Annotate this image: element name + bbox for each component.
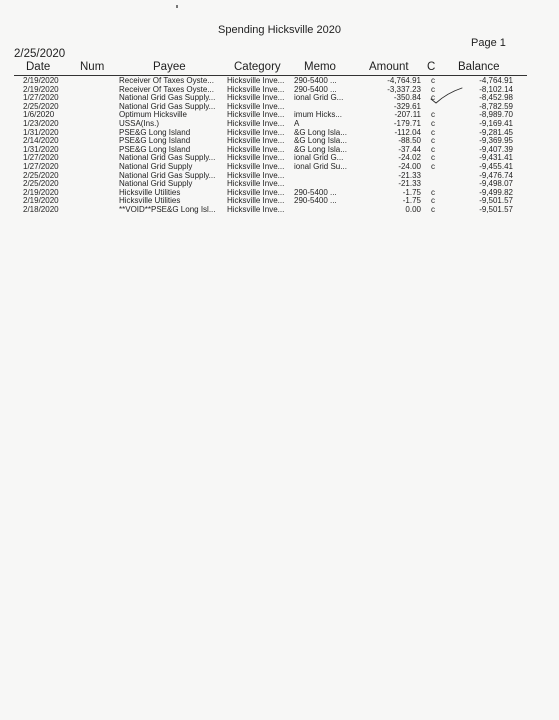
table-row [0, 146, 559, 155]
row-payee: National Grid Supply [119, 180, 193, 189]
row-category: Hicksville Inve... [227, 180, 285, 189]
table-row [0, 86, 559, 95]
checkmark-icon [429, 84, 465, 105]
row-amount: -21.33 [398, 179, 421, 189]
row-date: 2/25/2020 [23, 179, 59, 189]
row-amount: -350.84 [393, 93, 421, 103]
row-memo: &G Long Isla... [294, 128, 347, 137]
row-amount: -4,764.91 [387, 76, 421, 85]
row-memo: A [294, 119, 300, 128]
table-row [0, 154, 559, 163]
row-balance: -9,455.41 [479, 161, 513, 171]
row-category: Hicksville Inve... [227, 188, 285, 197]
row-amount: -329.61 [393, 101, 421, 111]
row-payee: Receiver Of Taxes Oyste... [119, 85, 214, 94]
row-category: Hicksville Inve... [227, 162, 285, 171]
table-row [0, 180, 559, 189]
row-balance: -9,501.57 [479, 196, 513, 206]
row-payee: National Grid Gas Supply... [119, 171, 216, 180]
header-rule [14, 75, 527, 76]
row-cleared: c [431, 127, 435, 137]
column-header-category: Category [234, 61, 281, 73]
row-amount: -1.75 [402, 196, 421, 206]
page-number: Page 1 [471, 37, 506, 49]
row-cleared: c [431, 84, 435, 94]
row-memo: 290-5400 ... [294, 85, 337, 94]
row-date: 2/19/2020 [23, 76, 59, 85]
row-category: Hicksville Inve... [227, 145, 285, 154]
row-payee: National Grid Gas Supply... [119, 102, 216, 111]
row-category: Hicksville Inve... [227, 205, 285, 214]
table-row [0, 197, 559, 206]
row-memo: &G Long Isla... [294, 137, 347, 146]
table-row [0, 120, 559, 129]
row-date: 1/31/2020 [23, 144, 59, 154]
row-cleared: c [431, 93, 435, 103]
row-amount: -1.75 [402, 187, 421, 197]
row-date: 1/23/2020 [23, 118, 59, 128]
row-memo: imum Hicks... [294, 111, 342, 120]
transaction-list [0, 77, 559, 215]
row-balance: -9,499.82 [479, 187, 513, 197]
row-payee: USSA(Ins.) [119, 119, 160, 128]
column-header-balance: Balance [458, 61, 500, 73]
row-date: 2/19/2020 [23, 187, 59, 197]
row-category: Hicksville Inve... [227, 197, 285, 206]
row-date: 1/31/2020 [23, 127, 59, 137]
row-memo: &G Long Isla... [294, 145, 347, 154]
row-amount: -24.02 [398, 153, 421, 163]
row-amount: -37.44 [398, 144, 421, 154]
column-header-date: Date [26, 61, 51, 73]
row-cleared: c [431, 76, 435, 85]
row-balance: -9,431.41 [479, 153, 513, 163]
column-header-cleared: C [427, 61, 436, 73]
row-cleared: c [431, 153, 435, 163]
row-balance: -9,498.07 [479, 179, 513, 189]
row-balance: -8,782.59 [479, 101, 513, 111]
row-date: 2/14/2020 [23, 136, 59, 146]
row-category: Hicksville Inve... [227, 111, 285, 120]
row-memo: ional Grid Su... [294, 162, 347, 171]
row-memo: ional Grid G... [294, 154, 344, 163]
row-category: Hicksville Inve... [227, 128, 285, 137]
row-amount: -88.50 [398, 136, 421, 146]
row-payee: National Grid Supply [119, 162, 193, 171]
row-cleared: c [431, 187, 435, 197]
row-balance: -9,369.95 [479, 136, 513, 146]
row-cleared: c [431, 161, 435, 171]
row-balance: -8,452.98 [479, 93, 513, 103]
row-cleared: c [431, 110, 435, 120]
column-header-payee: Payee [153, 61, 186, 73]
row-payee: Optimum Hicksville [119, 111, 188, 120]
row-category: Hicksville Inve... [227, 85, 285, 94]
row-category: Hicksville Inve... [227, 171, 285, 180]
row-cleared: c [431, 204, 435, 214]
row-payee: PSE&G Long Island [119, 128, 191, 137]
row-payee: National Grid Gas Supply... [119, 94, 216, 103]
table-row [0, 77, 559, 86]
row-date: 1/27/2020 [23, 161, 59, 171]
column-header-num: Num [80, 61, 105, 73]
row-balance: -4,764.91 [479, 76, 513, 85]
row-date: 1/27/2020 [23, 153, 59, 163]
row-balance: -9,169.41 [479, 118, 513, 128]
row-balance: -9,476.74 [479, 170, 513, 180]
row-payee: PSE&G Long Island [119, 145, 191, 154]
table-row [0, 103, 559, 112]
row-payee: **VOID**PSE&G Long Isl... [119, 205, 216, 214]
table-row [0, 94, 559, 103]
row-category: Hicksville Inve... [227, 94, 285, 103]
table-row [0, 111, 559, 120]
row-date: 2/18/2020 [23, 204, 59, 214]
row-balance: -9,501.57 [479, 204, 513, 214]
table-row [0, 189, 559, 198]
row-category: Hicksville Inve... [227, 154, 285, 163]
row-category: Hicksville Inve... [227, 77, 285, 85]
row-amount: -179.71 [393, 118, 421, 128]
row-category: Hicksville Inve... [227, 137, 285, 146]
row-payee: Hicksville Utilities [119, 197, 181, 206]
row-date: 2/25/2020 [23, 170, 59, 180]
row-amount: -207.11 [394, 110, 421, 120]
row-balance: -9,281.45 [479, 127, 513, 137]
table-row [0, 137, 559, 146]
row-memo: 290-5400 ... [294, 77, 337, 85]
row-category: Hicksville Inve... [227, 119, 285, 128]
row-cleared: c [431, 144, 435, 154]
row-cleared: c [431, 136, 435, 146]
row-date: 1/6/2020 [23, 110, 55, 120]
row-memo: 290-5400 ... [294, 188, 337, 197]
row-cleared: c [431, 196, 435, 206]
row-amount: 0.00 [405, 204, 421, 214]
table-row [0, 129, 559, 138]
row-amount: -112.04 [394, 127, 421, 137]
row-balance: -8,102.14 [479, 84, 513, 94]
row-date: 1/27/2020 [23, 93, 59, 103]
row-balance: -9,407.39 [479, 144, 513, 154]
row-amount: -3,337.23 [387, 84, 421, 94]
row-payee: Hicksville Utilities [119, 188, 181, 197]
table-row [0, 163, 559, 172]
row-amount: -24.00 [398, 161, 421, 171]
column-header-memo: Memo [304, 61, 336, 73]
row-payee: PSE&G Long Island [119, 137, 191, 146]
row-payee: National Grid Gas Supply... [119, 154, 216, 163]
row-date: 2/19/2020 [23, 84, 59, 94]
row-balance: -8,989.70 [479, 110, 513, 120]
row-date: 2/25/2020 [23, 101, 59, 111]
report-title: Spending Hicksville 2020 [218, 24, 341, 36]
row-payee: Receiver Of Taxes Oyste... [119, 77, 214, 85]
row-category: Hicksville Inve... [227, 102, 285, 111]
row-date: 2/19/2020 [23, 196, 59, 206]
row-memo: ional Grid G... [294, 94, 344, 103]
row-cleared: c [431, 118, 435, 128]
table-row [0, 172, 559, 181]
row-amount: -21.33 [398, 170, 421, 180]
table-row [0, 206, 559, 215]
row-memo: 290-5400 ... [294, 197, 337, 206]
column-header-amount: Amount [369, 61, 409, 73]
scan-speck [176, 5, 178, 8]
report-run-date: 2/25/2020 [14, 48, 66, 60]
